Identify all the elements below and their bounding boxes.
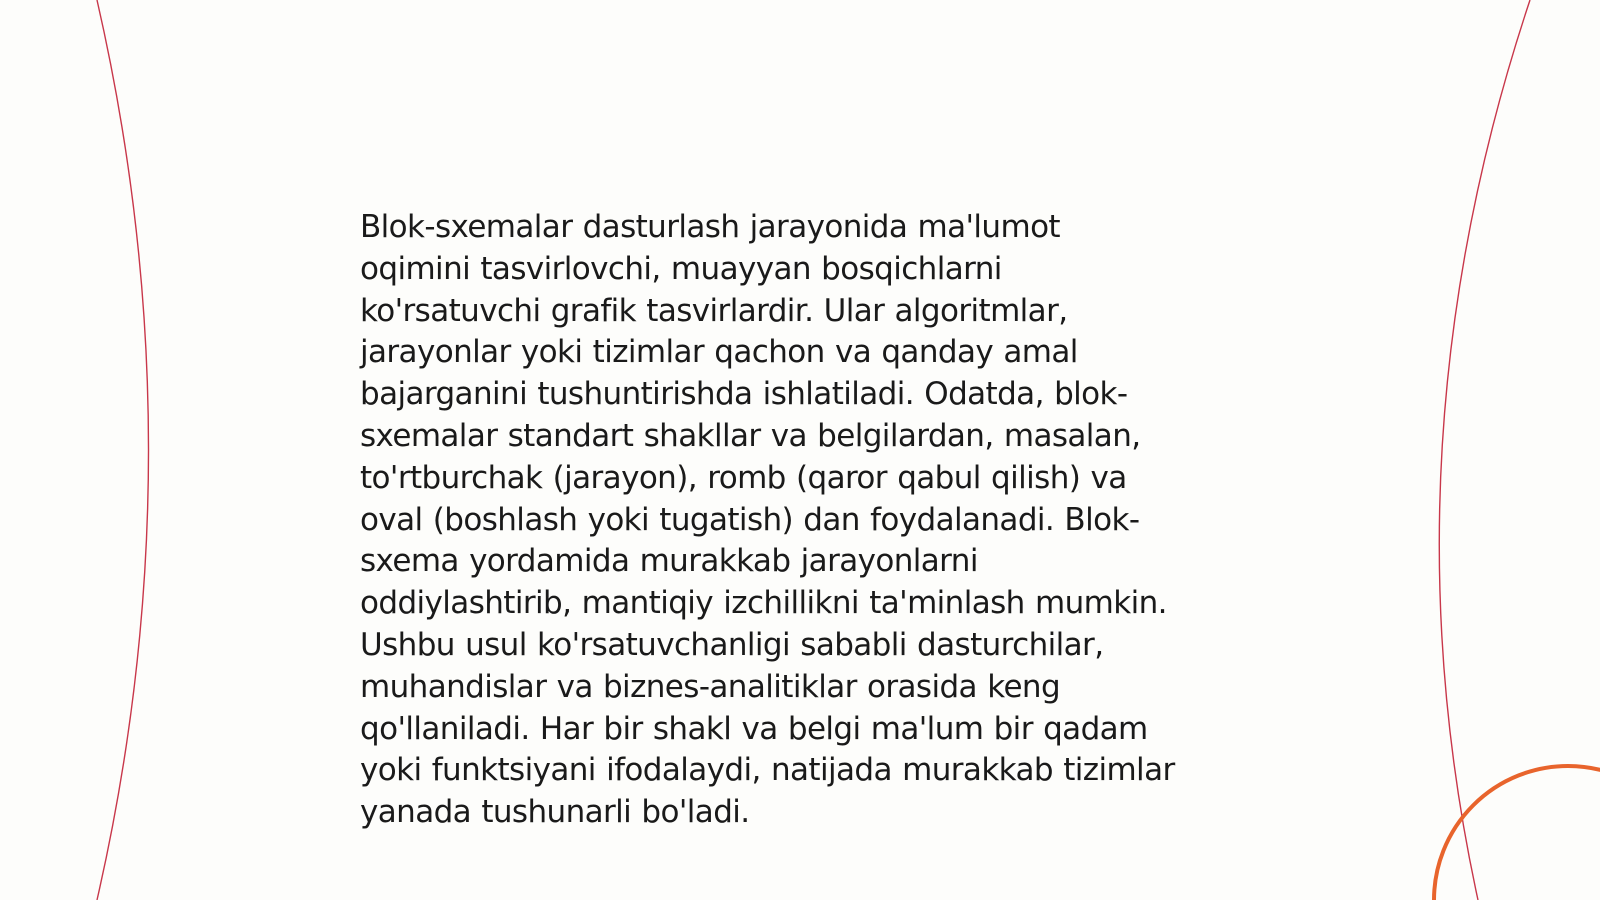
paragraph-line: sxema yordamida murakkab jarayonlarni [360, 543, 978, 580]
paragraph-line: qo'llaniladi. Har bir shakl va belgi ma'lum bir qadam [360, 710, 1148, 747]
paragraph-line: muhandislar va biznes-analitiklar orasida keng [360, 668, 1061, 705]
paragraph-line: yanada tushunarli bo'ladi. [360, 794, 750, 831]
accent-circle-decoration [1434, 766, 1600, 900]
paragraph-line: oddiylashtirib, mantiqiy izchillikni ta'minlash mumkin. [360, 585, 1167, 622]
paragraph-line: Blok-sxemalar dasturlash jarayonida ma'lumot [360, 209, 1060, 245]
paragraph-line: bajarganini tushuntirishda ishlatiladi. Odatda, blok- [360, 376, 1128, 413]
right-curve-decoration [1439, 0, 1530, 900]
paragraph-line: Ushbu usul ko'rsatuvchanligi sababli dasturchilar, [360, 626, 1104, 663]
paragraph-line: ko'rsatuvchi grafik tasvirlardir. Ular algoritmlar, [360, 292, 1068, 329]
paragraph-line: yoki funktsiyani ifodalaydi, natijada murakkab tizimlar [360, 752, 1175, 789]
paragraph-line: oqimini tasvirlovchi, muayyan bosqichlarni [360, 250, 1002, 287]
body-paragraph [360, 207, 1250, 834]
paragraph-line: to'rtburchak (jarayon), romb (qaror qabul qilish) va [360, 459, 1127, 496]
paragraph-line: sxemalar standart shakllar va belgilardan, masalan, [360, 417, 1141, 454]
paragraph-line: oval (boshlash yoki tugatish) dan foydalanadi. Blok- [360, 501, 1140, 538]
left-curve-decoration [97, 0, 149, 900]
paragraph-line: jarayonlar yoki tizimlar qachon va qanday amal [360, 334, 1078, 371]
